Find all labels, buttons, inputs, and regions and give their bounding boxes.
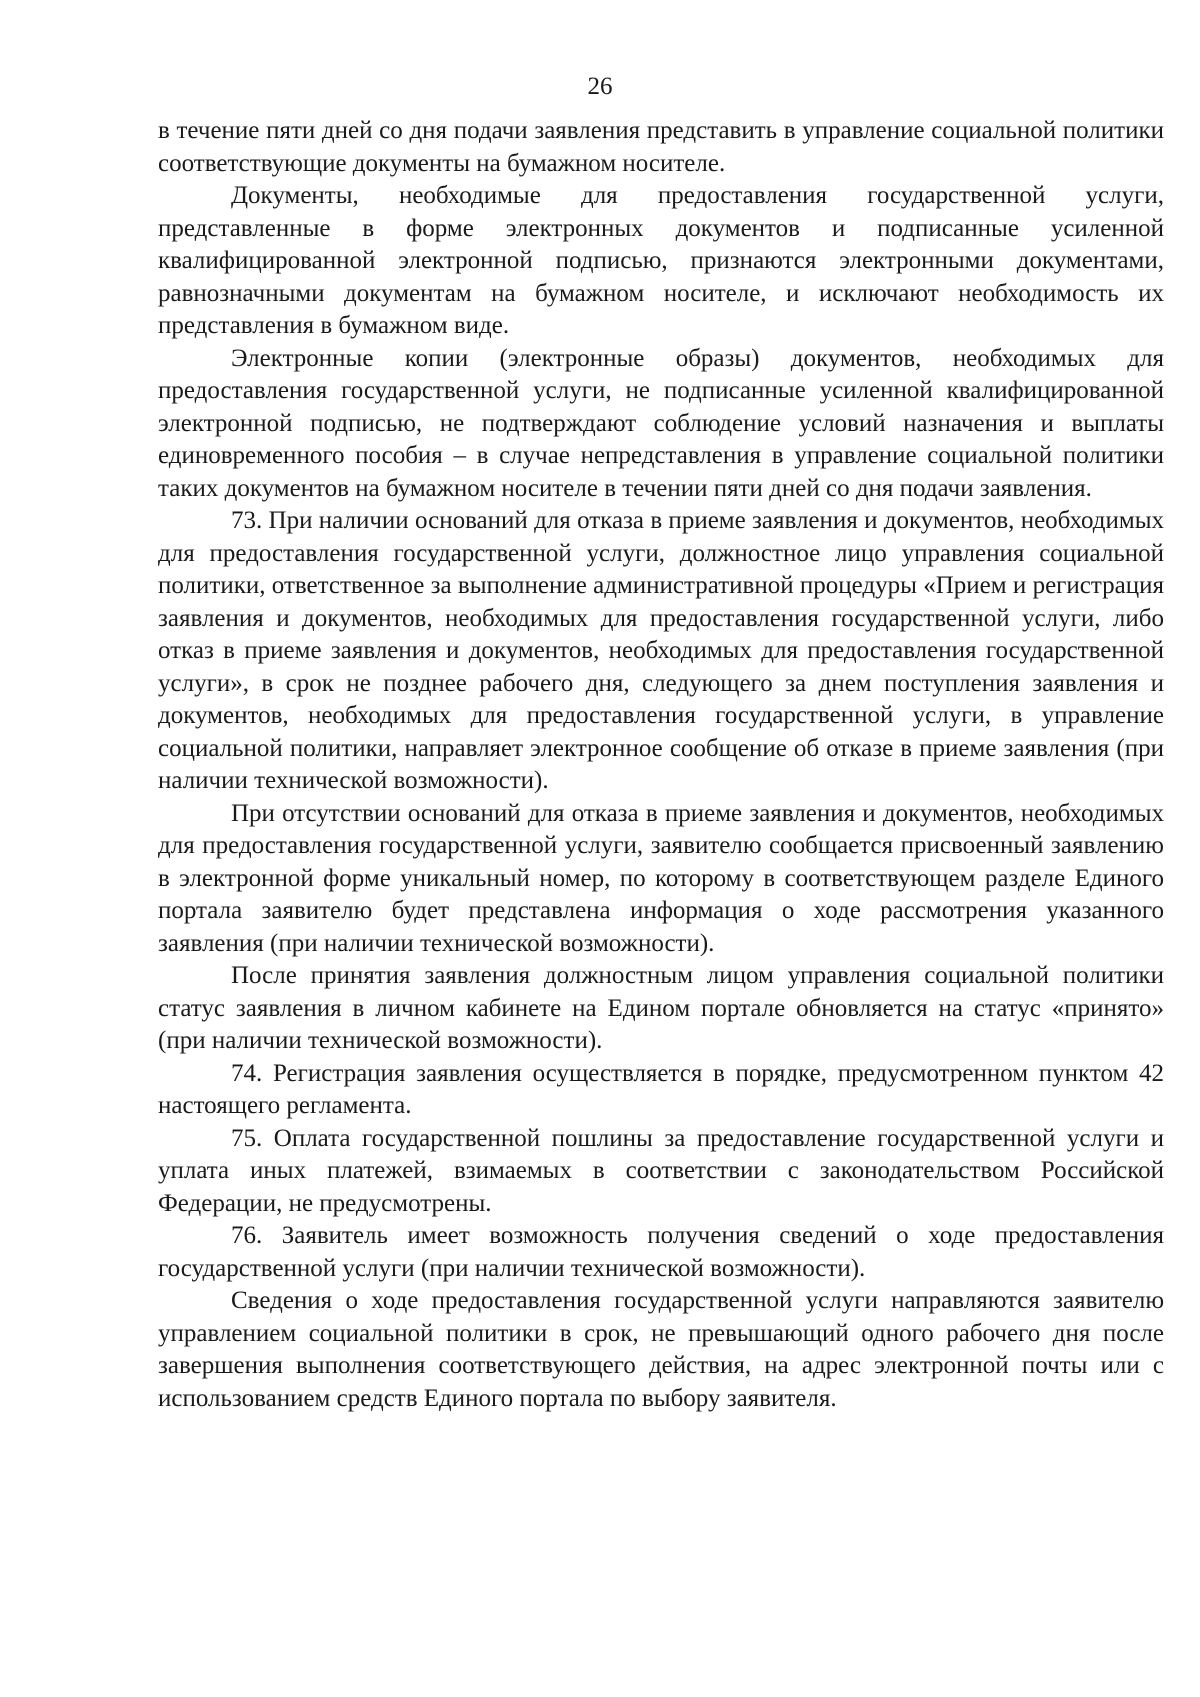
paragraph-electronic-copies: Электронные копии (электронные образы) документов, необходимых для предоставления государственной услуги, не подписанные усиленной квалифицированной электронной подписью, не подтверждают соблюдение условий назначения и выплаты единовременного пособия – в случае непредставления в управление социальной политики таких документов на бумажном носителе в течении пяти дней со дня подачи заявления. — [158, 344, 1164, 502]
paragraph-76: 76. Заявитель имеет возможность получения сведений о ходе предоставления государственной услуги (при наличии технической возможности). — [158, 1222, 1164, 1282]
paragraph-74: 74. Регистрация заявления осуществляется в порядке, предусмотренном пунктом 42 настоящего регламента. — [158, 1059, 1164, 1119]
paragraph-after-acceptance: После принятия заявления должностным лицом управления социальной политики статус заявления в личном кабинете на Едином портале обновляется на статус «принято» (при наличии технической возможности). — [158, 962, 1164, 1054]
paragraph-73: 73. При наличии оснований для отказа в приеме заявления и документов, необходимых для предоставления государственной услуги, должностное лицо управления социальной политики, ответственное за выполнение административной процедуры «Прием и регистрация заявления и документов, необходимых для предоставления государственной услуги, либо отказ в приеме заявления и документов, необходимых для предоставления государственной услуги», в срок не позднее рабочего дня, следующего за днем поступления заявления и документов, необходимых для предоставления государственной услуги, в управление социальной политики, направляет электронное сообщение об отказе в приеме заявления (при наличии технической возможности). — [158, 507, 1164, 794]
document-body — [158, 115, 1164, 1415]
paragraph-continuation: в течение пяти дней со дня подачи заявления представить в управление социальной политики соответствующие документы на бумажном носителе. — [158, 117, 1164, 177]
page-number: 26 — [587, 73, 613, 100]
paragraph-75: 75. Оплата государственной пошлины за предоставление государственной услуги и уплата иных платежей, взимаемых в соответствии с законодательством Российской Федерации, не предусмотрены. — [158, 1124, 1164, 1217]
paragraph-no-refusal-grounds: При отсутствии оснований для отказа в приеме заявления и документов, необходимых для предоставления государственной услуги, заявителю сообщается присвоенный заявлению в электронной форме уникальный номер, по которому в соответствующем разделе Единого портала заявителю будет представлена информация о ходе рассмотрения указанного заявления (при наличии технической возможности). — [158, 799, 1164, 957]
paragraph-electronic-documents: Документы, необходимые для предоставления государственной услуги, представленные в форме электронных документов и подписанные усиленной квалифицированной электронной подписью, признаются электронными документами, равнозначными документам на бумажном носителе, и исключают необходимость их представления в бумажном виде. — [158, 182, 1164, 339]
paragraph-progress-info: Сведения о ходе предоставления государственной услуги направляются заявителю управлением социальной политики в срок, не превышающий одного рабочего дня после завершения выполнения соответствующего действия, на адрес электронной почты или с использованием средств Единого портала по выбору заявителя. — [158, 1287, 1164, 1412]
